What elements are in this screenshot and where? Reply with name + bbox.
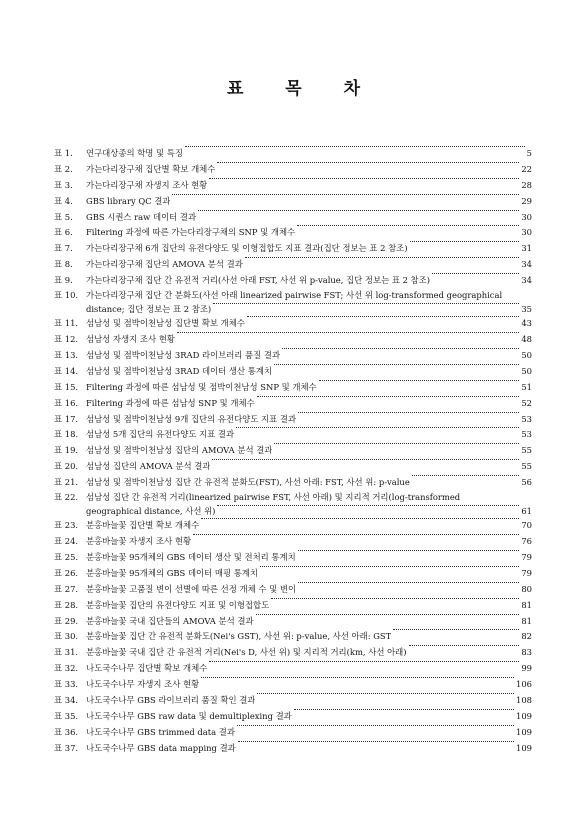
toc-entry — [54, 332, 532, 348]
toc-entry — [54, 427, 532, 443]
toc-entry — [54, 598, 532, 614]
toc-entry-title: 나도국수나무 GBS data mapping 결과 — [86, 742, 236, 753]
toc-entry — [54, 614, 532, 630]
toc-entry-page: 48 — [521, 334, 532, 345]
toc-entry — [54, 257, 532, 273]
toc-entry-number: 표 15. — [54, 381, 79, 392]
dot-leader — [209, 661, 519, 662]
toc-entry-number: 표 11. — [54, 318, 79, 329]
toc-entry — [54, 709, 532, 725]
toc-entry-number: 표 18. — [54, 429, 79, 440]
toc-entry — [54, 661, 532, 677]
toc-entry-page: 76 — [521, 536, 532, 547]
toc-entry — [54, 725, 532, 741]
toc-entry-title: 가는다리장구채 6개 집단의 유전다양도 및 이형접합도 지표 결과(집단 정보는 표 2 참조) — [86, 243, 408, 254]
toc-entry-number: 표 25. — [54, 551, 79, 562]
toc-entry-number: 표 1. — [54, 147, 73, 158]
toc-entry — [54, 303, 532, 317]
dot-leader — [412, 475, 520, 476]
toc-entry-page: 83 — [521, 647, 532, 658]
toc-entry — [54, 741, 532, 757]
toc-entry-number: 표 8. — [54, 259, 73, 270]
toc-entry-title: 분홍바늘꽃 집단의 유전다양도 지표 및 이형접합도 — [86, 599, 270, 610]
toc-entry-page: 34 — [521, 275, 532, 286]
table-of-contents — [54, 146, 532, 757]
dot-leader — [297, 225, 519, 226]
toc-entry-page: 31 — [521, 243, 532, 254]
toc-entry — [54, 241, 532, 257]
dot-leader — [247, 316, 519, 317]
toc-entry-number: 표 17. — [54, 413, 79, 424]
toc-entry-page: 50 — [521, 349, 532, 360]
toc-entry — [54, 194, 532, 210]
toc-entry-title: Filtering 과정에 따른 섬남성 SNP 및 개체수 — [86, 397, 255, 408]
toc-entry-page: 70 — [521, 520, 532, 531]
toc-entry-number: 표 23. — [54, 520, 79, 531]
toc-entry-page: 51 — [521, 381, 532, 392]
dot-leader — [282, 348, 519, 349]
toc-entry — [54, 645, 532, 661]
dot-leader — [212, 459, 519, 460]
toc-entry-page: 28 — [521, 179, 532, 190]
toc-entry-title: 섬남성 자생지 조사 현황 — [86, 334, 175, 345]
toc-entry-page: 30 — [521, 227, 532, 238]
dot-leader — [257, 693, 514, 694]
toc-entry-page: 109 — [516, 726, 532, 737]
toc-entry — [54, 146, 532, 162]
toc-entry — [54, 380, 532, 396]
toc-entry-number: 표 13. — [54, 349, 79, 360]
toc-entry-title: 가는다리장구채 집단 간 분화도(사선 아래 linearized pairwise FST; 사선 위 log-transformed geographical — [86, 290, 503, 301]
toc-entry — [54, 443, 532, 459]
dot-leader — [393, 629, 519, 630]
toc-entry-title: 분홍바늘꽃 95개체의 GBS 데이터 생산 및 전처리 통계치 — [86, 551, 296, 562]
toc-entry-page: 34 — [521, 259, 532, 270]
dot-leader — [274, 443, 519, 444]
dot-leader — [271, 598, 519, 599]
toc-entry-number: 표 22. — [54, 492, 79, 502]
toc-entry-number: 표 26. — [54, 567, 79, 578]
toc-entry-number: 표 7. — [54, 243, 73, 254]
toc-entry-title: geographical distance, 사선 위) — [86, 505, 216, 516]
toc-entry — [54, 316, 532, 332]
toc-entry — [54, 677, 532, 693]
toc-entry-page: 82 — [521, 631, 532, 642]
toc-entry-title: Filtering 과정에 따른 가는다리장구채의 SNP 및 개체수 — [86, 227, 296, 238]
toc-entry-title: GBS 시퀀스 raw 데이터 결과 — [86, 211, 197, 222]
toc-entry-page: 55 — [521, 461, 532, 472]
toc-entry-title: 나도국수나무 집단별 확보 개체수 — [86, 663, 208, 674]
toc-entry-page: 106 — [516, 679, 532, 690]
dot-leader — [193, 534, 519, 535]
toc-entry — [54, 225, 532, 241]
toc-entry-number: 표 24. — [54, 536, 79, 547]
toc-entry-page: 52 — [521, 397, 532, 408]
toc-entry — [54, 518, 532, 534]
toc-entry — [54, 505, 532, 519]
toc-entry — [54, 475, 532, 491]
toc-entry-number: 표 21. — [54, 477, 79, 488]
toc-entry-number: 표 32. — [54, 663, 79, 674]
dot-leader — [238, 741, 514, 742]
toc-entry-number: 표 28. — [54, 599, 79, 610]
toc-entry-title: 분홍바늘꽃 집단 간 유전적 분화도(Nei's GST), 사선 위: p-value, 사선 아래: GST — [86, 631, 392, 642]
dot-leader — [198, 210, 519, 211]
dot-leader — [294, 709, 514, 710]
toc-entry — [54, 582, 532, 598]
toc-entry-number: 표 29. — [54, 615, 79, 626]
toc-entry — [54, 534, 532, 550]
toc-entry-number: 표 4. — [54, 195, 73, 206]
toc-entry-page: 50 — [521, 365, 532, 376]
toc-entry-number: 표 36. — [54, 726, 79, 737]
toc-entry-number: 표 10. — [54, 290, 79, 301]
toc-entry-number: 표 5. — [54, 211, 73, 222]
toc-entry-page: 109 — [516, 710, 532, 721]
toc-entry-title: Filtering 과정에 따른 섬남성 및 점박이천남성 SNP 및 개체수 — [86, 381, 317, 392]
dot-leader — [260, 566, 519, 567]
toc-entry — [54, 629, 532, 645]
toc-entry-title: 섬남성 및 점박이천남성 집단별 확보 개체수 — [86, 318, 245, 329]
toc-entry — [54, 210, 532, 226]
toc-entry-number: 표 9. — [54, 275, 73, 286]
toc-entry-title: 나도국수나무 GBS 라이브러리 품질 확인 결과 — [86, 694, 256, 705]
toc-entry — [54, 178, 532, 194]
toc-entry-page: 22 — [521, 163, 532, 174]
toc-entry-number: 표 30. — [54, 631, 79, 642]
toc-entry — [54, 289, 532, 303]
dot-leader — [256, 614, 520, 615]
toc-entry-title: 섬남성 및 점박이천남성 3RAD 라이브러리 품질 결과 — [86, 349, 281, 360]
toc-entry-page: 108 — [516, 694, 532, 705]
dot-leader — [298, 550, 520, 551]
dot-leader — [217, 505, 519, 506]
toc-entry-title: distance; 집단 정보는 표 2 참조) — [86, 303, 212, 314]
toc-entry-number: 표 16. — [54, 397, 79, 408]
toc-entry-number: 표 12. — [54, 334, 79, 345]
dot-leader — [410, 241, 520, 242]
toc-entry-number: 표 3. — [54, 179, 73, 190]
page-title: 표 목 차 — [226, 79, 379, 99]
toc-entry-page: 53 — [521, 429, 532, 440]
toc-entry-page: 79 — [521, 551, 532, 562]
dot-leader — [213, 303, 519, 304]
toc-entry-number: 표 33. — [54, 679, 79, 690]
toc-entry-page: 5 — [526, 147, 532, 158]
toc-entry-title: 분홍바늘꽃 집단별 확보 개체수 — [86, 520, 200, 531]
dot-leader — [298, 412, 519, 413]
toc-entry-page: 109 — [516, 742, 532, 753]
toc-entry-title: 분홍바늘꽃 국내 집단들의 AMOVA 분석 결과 — [86, 615, 254, 626]
toc-entry-page: 56 — [521, 477, 532, 488]
dot-leader — [217, 162, 519, 163]
toc-entry — [54, 566, 532, 582]
dot-leader — [245, 257, 520, 258]
toc-entry-title: 가는다리장구채 집단 간 유전적 거리(사선 아래 FST, 사선 위 p-value, 집단 정보는 표 2 참조) — [86, 275, 431, 286]
dot-leader — [236, 427, 519, 428]
dot-leader — [201, 677, 514, 678]
toc-entry-title: GBS library QC 결과 — [86, 195, 171, 206]
toc-entry-number: 표 20. — [54, 461, 79, 472]
toc-entry-title: 섬남성 집단 간 유전적 거리(linearized pairwise FST, 사선 아래) 및 지리적 거리(log-transformed — [86, 492, 461, 502]
toc-entry-number: 표 35. — [54, 710, 79, 721]
toc-entry-page: 81 — [521, 599, 532, 610]
toc-entry-number: 표 34. — [54, 694, 79, 705]
toc-entry-title: 연구대상종의 학명 및 특징 — [86, 147, 183, 158]
toc-entry-title: 가는다리장구채 집단의 AMOVA 분석 결과 — [86, 259, 243, 270]
dot-leader — [209, 178, 519, 179]
toc-entry-title: 분홍바늘꽃 95개체의 GBS 데이터 매핑 통계치 — [86, 567, 258, 578]
toc-entry-title: 분홍바늘꽃 국내 집단 간 유전적 거리(Nei's D, 사선 위) 및 지리적 거리(km, 사선 아래) — [86, 647, 407, 658]
dot-leader — [298, 582, 519, 583]
toc-entry — [54, 491, 532, 505]
toc-entry — [54, 364, 532, 380]
toc-entry — [54, 348, 532, 364]
toc-entry-title: 섬남성 5개 집단의 유전다양도 지표 결과 — [86, 429, 235, 440]
toc-entry-number: 표 31. — [54, 647, 79, 658]
dot-leader — [257, 396, 520, 397]
dot-leader — [201, 518, 519, 519]
dot-leader — [177, 332, 519, 333]
dot-leader — [274, 364, 519, 365]
toc-entry-title: 섬남성 및 점박이천남성 3RAD 데이터 생산 통계치 — [86, 365, 272, 376]
toc-entry — [54, 162, 532, 178]
dot-leader — [319, 380, 520, 381]
toc-entry-number: 표 27. — [54, 583, 79, 594]
toc-entry-page: 43 — [521, 318, 532, 329]
toc-entry-number: 표 37. — [54, 742, 79, 753]
toc-entry-title: 가는다리장구채 자생지 조사 현황 — [86, 179, 208, 190]
toc-entry-page: 61 — [521, 505, 532, 516]
dot-leader — [185, 146, 525, 147]
toc-entry-number: 표 6. — [54, 227, 73, 238]
toc-entry-page: 30 — [521, 211, 532, 222]
toc-entry — [54, 459, 532, 475]
toc-entry-title: 섬남성 및 점박이천남성 집단 간 유전적 분화도(FST), 사선 아래: FST, 사선 위: p-value — [86, 477, 410, 488]
toc-entry-title: 나도국수나무 자생지 조사 현황 — [86, 679, 200, 690]
toc-entry-page: 29 — [521, 195, 532, 206]
toc-entry-number: 표 19. — [54, 445, 79, 456]
toc-entry-page: 81 — [521, 615, 532, 626]
toc-entry-title: 나도국수나무 GBS trimmed data 결과 — [86, 726, 235, 737]
dot-leader — [409, 645, 520, 646]
toc-entry — [54, 412, 532, 428]
toc-entry — [54, 550, 532, 566]
dot-leader — [432, 273, 519, 274]
toc-entry-page: 55 — [521, 445, 532, 456]
toc-entry-page: 99 — [521, 663, 532, 674]
toc-entry-page: 80 — [521, 583, 532, 594]
toc-entry-title: 분홍바늘꽃 고품질 변이 선별에 따른 선정 개체 수 및 변이 — [86, 583, 297, 594]
toc-entry-title: 섬남성 및 점박이천남성 집단의 AMOVA 분석 결과 — [86, 445, 273, 456]
dot-leader — [237, 725, 514, 726]
toc-entry-page: 35 — [521, 303, 532, 314]
toc-entry-title: 섬남성 집단의 AMOVA 분석 결과 — [86, 461, 211, 472]
toc-entry-title: 섬남성 및 점박이천남성 9개 집단의 유전다양도 지표 결과 — [86, 413, 297, 424]
toc-entry-title: 가는다리장구채 집단별 확보 개체수 — [86, 163, 216, 174]
toc-entry — [54, 693, 532, 709]
dot-leader — [172, 194, 519, 195]
toc-entry-page: 79 — [521, 567, 532, 578]
toc-entry — [54, 273, 532, 289]
toc-entry-number: 표 2. — [54, 163, 73, 174]
toc-entry-number: 표 14. — [54, 365, 79, 376]
toc-entry-title: 나도국수나무 GBS raw data 및 demultiplexing 결과 — [86, 710, 292, 721]
toc-entry-title: 분홍바늘꽃 자생지 조사 현황 — [86, 536, 192, 547]
toc-entry-page: 53 — [521, 413, 532, 424]
toc-entry — [54, 396, 532, 412]
